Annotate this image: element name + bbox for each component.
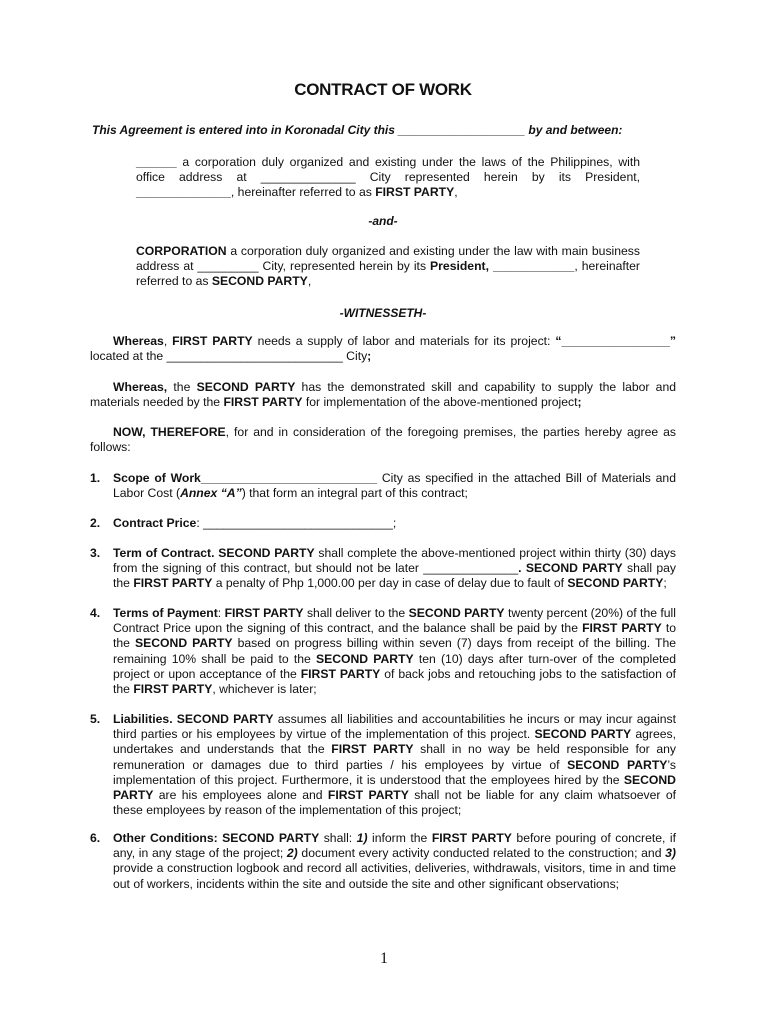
item-number: 6.: [90, 831, 101, 845]
second-party-paragraph: CORPORATION a corporation duly organized and existing under the law with main business address at _________ City, represented herein by its President, ____________, hereinafter referred to as SECOND PARTY,: [136, 244, 640, 289]
item-number: 2.: [90, 516, 101, 530]
agreement-intro: This Agreement is entered into in Koronadal City this ___________________ by and between:: [92, 123, 623, 137]
witnesseth-heading: -WITNESSETH-: [339, 306, 427, 320]
item-text: Contract Price: ____________________________;: [113, 516, 397, 530]
party-second: SECOND PARTY: [211, 274, 308, 289]
item-number: 4.: [90, 606, 101, 620]
item-text: Liabilities. SECOND PARTY assumes all liabilities and accountabilities he incurs or may incur against third parties or his employees by virtue of the implementation of this project. SECOND PARTY agrees, undertakes and understands that the FIRST PARTY shall in no way be held responsible for any remuneration or damages due to third parties / his employees by virtue of SECOND PARTY’s implementation of this project. Furthermore, it is understood that the employees hired by the SECOND PARTY are his employees alone and FIRST PARTY shall not be liable for any claim whatsoever of these employees by reason of the implementation of this project;: [113, 712, 677, 818]
document-title: CONTRACT OF WORK: [294, 80, 472, 99]
item-text: Term of Contract. SECOND PARTY shall complete the above-mentioned project within thirty (30) days from the signing of this contract, but should not be later ______________. SECOND PARTY shall pay the FIRST PARTY a penalty of Php 1,000.00 per day in case of delay due to fault of SECOND PARTY;: [113, 546, 676, 591]
list-item: [90, 546, 676, 592]
now-therefore-clause: NOW, THEREFORE, for and in consideration of the foregoing premises, the parties hereby agree as follows:: [90, 425, 677, 455]
item-number: 5.: [90, 712, 101, 726]
list-item: [90, 471, 676, 501]
item-text: Scope of Work__________________________ City as specified in the attached Bill of Materials and Labor Cost (Annex “A”) that form an integral part of this contract;: [113, 471, 676, 501]
page-number: 1: [380, 950, 388, 967]
list-item: [90, 516, 676, 531]
item-text: Terms of Payment: FIRST PARTY shall deliver to the SECOND PARTY twenty percent (20%) of the full Contract Price upon the signing of this contract, and the balance shall be paid by the FIRST PARTY to the SECOND PARTY based on progress billing within seven (7) days from receipt of the billing. The remaining 10% shall be paid to the SECOND PARTY ten (10) days after turn-over of the completed project or upon acceptance of the FIRST PARTY of back jobs and retouching jobs to the satisfaction of the FIRST PARTY, whichever is later;: [113, 606, 676, 697]
and-separator: -and-: [368, 214, 398, 228]
whereas-clause-1: Whereas, FIRST PARTY needs a supply of labor and materials for its project: “________________” located at the __________________________ City;: [90, 334, 676, 364]
list-item: [90, 831, 676, 892]
item-number: 1.: [90, 471, 101, 485]
list-item: [90, 606, 676, 697]
party-first: FIRST PARTY: [375, 185, 455, 200]
whereas-clause-2: Whereas, the SECOND PARTY has the demonstrated skill and capability to supply the labor and materials needed by the FIRST PARTY for implementation of the above-mentioned project;: [90, 380, 677, 410]
list-item: [90, 712, 676, 818]
item-text: Other Conditions: SECOND PARTY shall: 1) inform the FIRST PARTY before pouring of concrete, if any, in any stage of the project; 2) document every activity conducted related to the construction; and 3) provide a construction logbook and record all activities, deliveries, withdrawals, visitors, time in and time out of workers, incidents within the site and outside the site and other significant observations;: [113, 831, 676, 891]
first-party-paragraph: ______ a corporation duly organized and existing under the laws of the Philippines, with office address at ______________ City represented herein by its President, ______________, hereinafter referred to as FIRST PARTY,: [136, 155, 640, 200]
item-number: 3.: [90, 546, 101, 560]
